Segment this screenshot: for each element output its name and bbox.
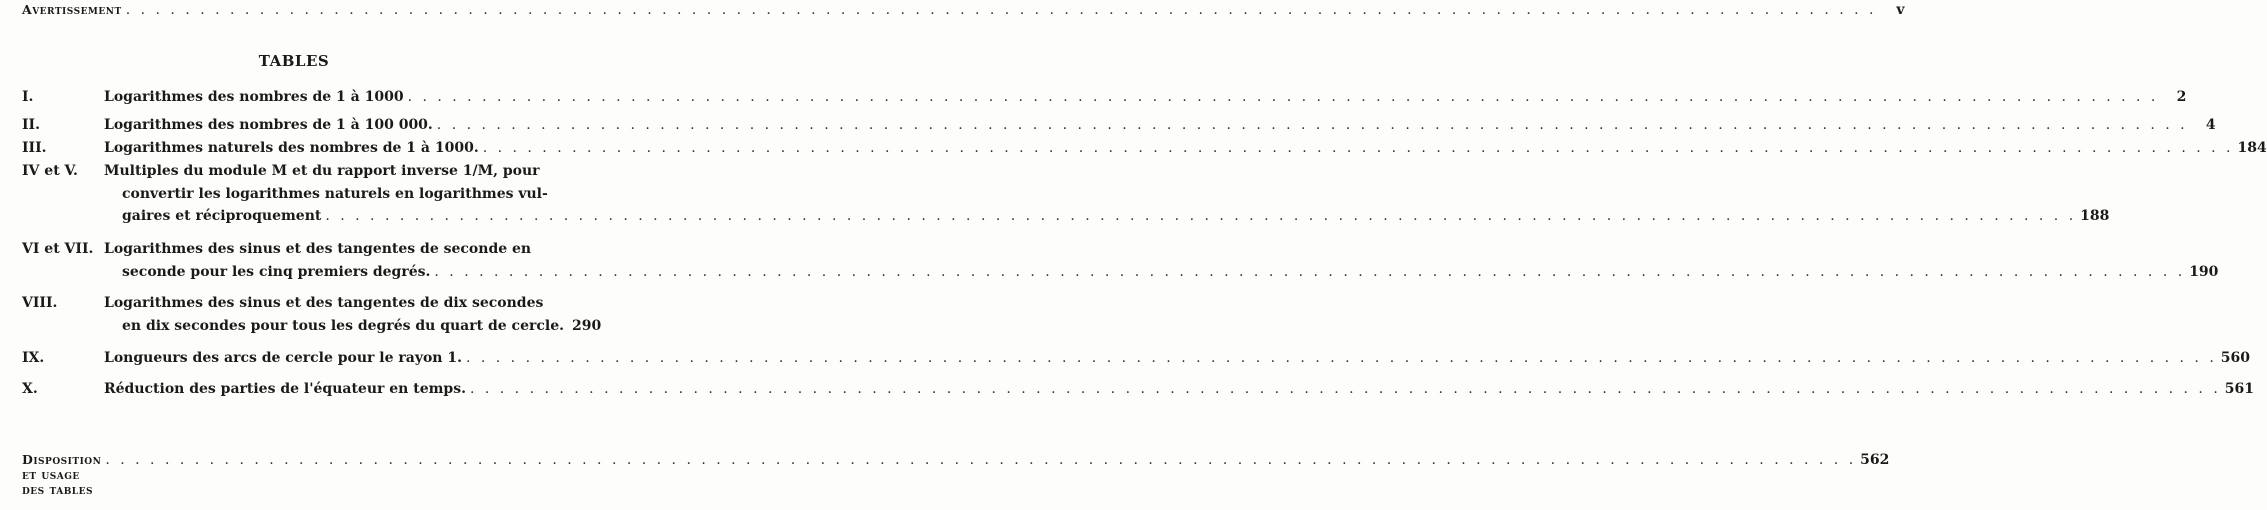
table-number: IV et V.: [22, 163, 78, 179]
table-number: VI et VII.: [22, 241, 94, 257]
table-title-line: en dix secondes pour tous les degrés du quart de cercle.: [122, 317, 564, 334]
leader-dots: [434, 264, 2185, 280]
leader-dots: [466, 350, 2217, 366]
table-title-line: Logarithmes des nombres de 1 à 100 000.: [104, 117, 433, 133]
table-page: 184: [2237, 140, 2267, 156]
toc-entry-table-6-7[interactable]: [22, 241, 2219, 286]
toc-entry-table-4-5[interactable]: [22, 163, 2110, 231]
table-page: 2: [2176, 89, 2187, 105]
table-title-line: Logarithmes des nombres de 1 à 1000: [104, 89, 404, 105]
table-page: 561: [2224, 381, 2254, 397]
table-title-line: Longueurs des arcs de cercle pour le rayon 1.: [104, 350, 462, 366]
table-title-line: Multiples du module M et du rapport inverse 1/M, pour: [104, 163, 540, 179]
table-title-line: Logarithmes des sinus et des tangentes de seconde en: [104, 241, 532, 257]
section-heading-tables: TABLES: [258, 52, 330, 70]
leader-dots: [437, 117, 2188, 133]
toc-entry-table-8[interactable]: [22, 295, 602, 340]
table-title-line: Logarithmes naturels des nombres de 1 à 1000.: [104, 140, 479, 156]
leader-dots: [408, 89, 2159, 105]
leader-dots: [470, 381, 2221, 397]
toc-disposition-page: 562: [1860, 452, 1890, 468]
table-number: VIII.: [22, 295, 58, 311]
toc-disposition-label: Disposition et usage des tables: [22, 452, 102, 497]
leader-dots: [126, 2, 1877, 18]
toc-entry-table-3[interactable]: [22, 140, 2267, 163]
table-page: 560: [2220, 350, 2251, 366]
table-number: III.: [22, 140, 47, 156]
table-number: X.: [22, 381, 38, 397]
toc-entry-table-10[interactable]: [22, 381, 2254, 404]
table-title-line: gaires et réciproquement: [122, 208, 322, 224]
table-title-line: Logarithmes des sinus et des tangentes de dix secondes: [104, 295, 544, 311]
leader-dots: [325, 208, 2076, 224]
table-title-line: seconde pour les cinq premiers degrés.: [122, 263, 431, 280]
table-page: 4: [2205, 117, 2216, 133]
table-number: II.: [22, 117, 40, 133]
leader-dots: [105, 452, 1856, 468]
toc-entry-table-2[interactable]: [22, 117, 2216, 140]
toc-avertissement-label: Avertissement: [22, 2, 122, 17]
table-title-line: Réduction des parties de l'équateur en temps.: [104, 381, 466, 397]
table-title-line: convertir les logarithmes naturels en logarithmes vul-: [122, 185, 548, 202]
toc-avertissement-page: v: [1896, 2, 1905, 18]
toc-avertissement[interactable]: [22, 2, 1905, 18]
leader-dots: [483, 140, 2234, 156]
toc-entry-table-9[interactable]: [22, 350, 2251, 373]
table-page: 290: [571, 317, 602, 334]
table-number: IX.: [22, 350, 45, 366]
toc-entry-table-1[interactable]: [22, 89, 2187, 112]
table-page: 188: [2080, 208, 2110, 224]
table-page: 190: [2189, 263, 2219, 280]
toc-disposition[interactable]: [22, 452, 1890, 497]
table-number: I.: [22, 89, 34, 105]
